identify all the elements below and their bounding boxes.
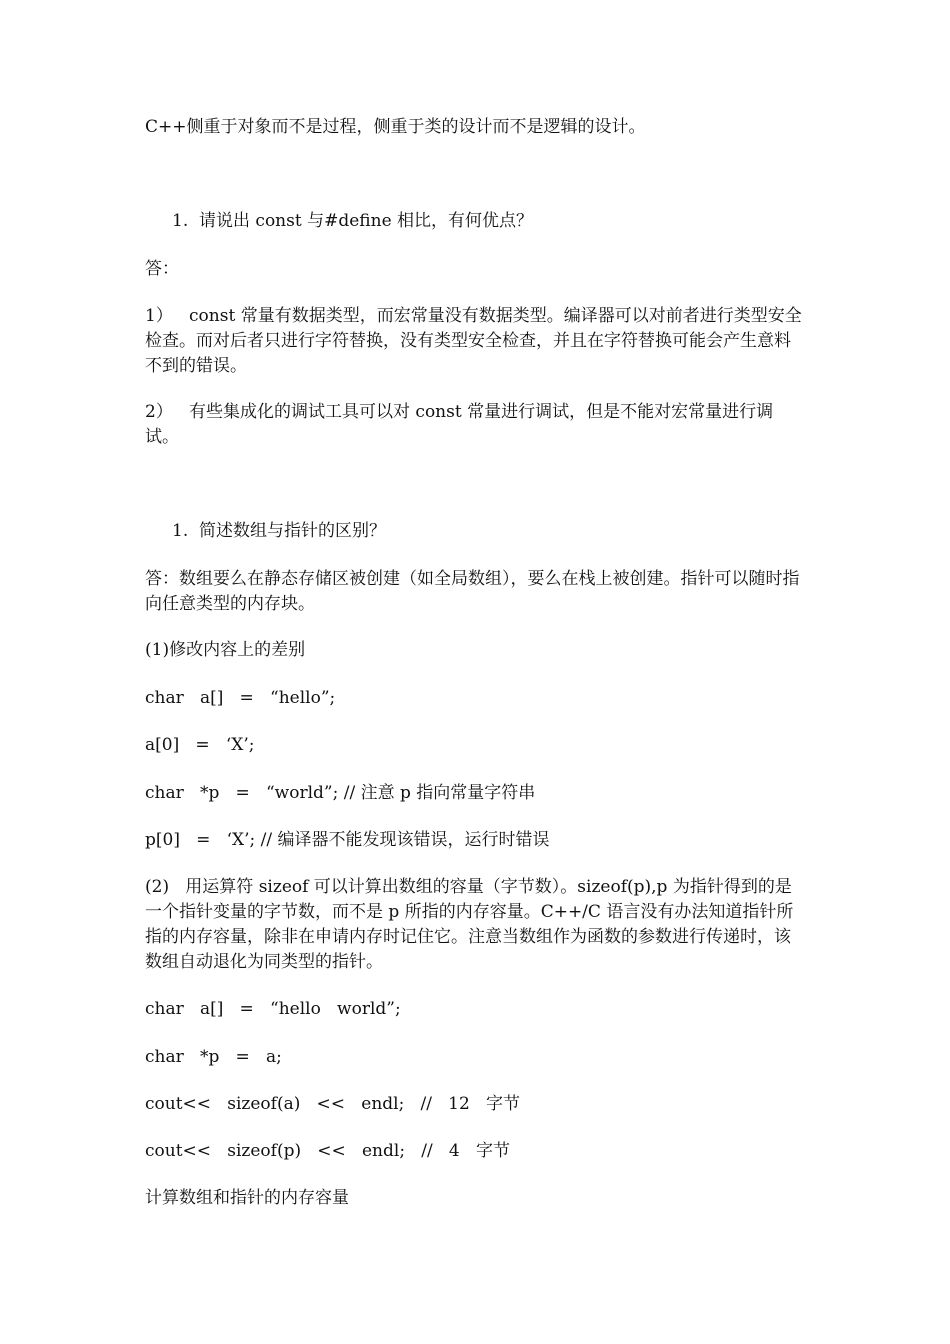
code-line: char a[] = “hello world”; — [145, 999, 401, 1019]
section-paragraph-2: (2) 用运算符 sizeof 可以计算出数组的容量（字节数）。sizeof(p),p 为指针得到的是一个指针变量的字节数，而不是 p 所指的内存容量。C++/C 语言没有办法知道指针所指的内存容量，除非在申请内存时记住它。注意当数组作为函数的参数进行传递时，该数组自动退化为同类型的指针。 — [145, 877, 794, 972]
section-heading-1: (1)修改内容上的差别 — [145, 640, 306, 660]
code-line: cout<< sizeof(p) << endl; // 4 字节 — [145, 1141, 510, 1161]
question-const-define: 1. 请说出 const 与#define 相比，有何优点？ — [172, 211, 534, 231]
answer-label: 答： — [145, 259, 179, 279]
code-line: char *p = “world”; // 注意 p 指向常量字符串 — [145, 783, 536, 803]
intro-paragraph: C++侧重于对象而不是过程，侧重于类的设计而不是逻辑的设计。 — [145, 117, 646, 137]
code-line: char *p = a; — [145, 1047, 282, 1067]
code-line: p[0] = ‘X’; // 编译器不能发现该错误，运行时错误 — [145, 830, 550, 850]
code-line: char a[] = “hello”; — [145, 688, 336, 708]
answer-array-pointer: 答：数组要么在静态存储区被创建（如全局数组），要么在栈上被创建。指针可以随时指向任意类型的内存块。 — [145, 569, 800, 614]
question-array-pointer: 1. 简述数组与指针的区别？ — [172, 521, 387, 541]
answer-point-2: 2） 有些集成化的调试工具可以对 const 常量进行调试，但是不能对宏常量进行调试。 — [145, 402, 774, 447]
closing-heading: 计算数组和指针的内存容量 — [145, 1188, 349, 1208]
code-line: cout<< sizeof(a) << endl; // 12 字节 — [145, 1094, 521, 1114]
code-line: a[0] = ‘X’; — [145, 735, 255, 755]
answer-point-1: 1） const 常量有数据类型，而宏常量没有数据类型。编译器可以对前者进行类型安全检查。而对后者只进行字符替换，没有类型安全检查，并且在字符替换可能会产生意料不到的错误。 — [145, 306, 802, 376]
